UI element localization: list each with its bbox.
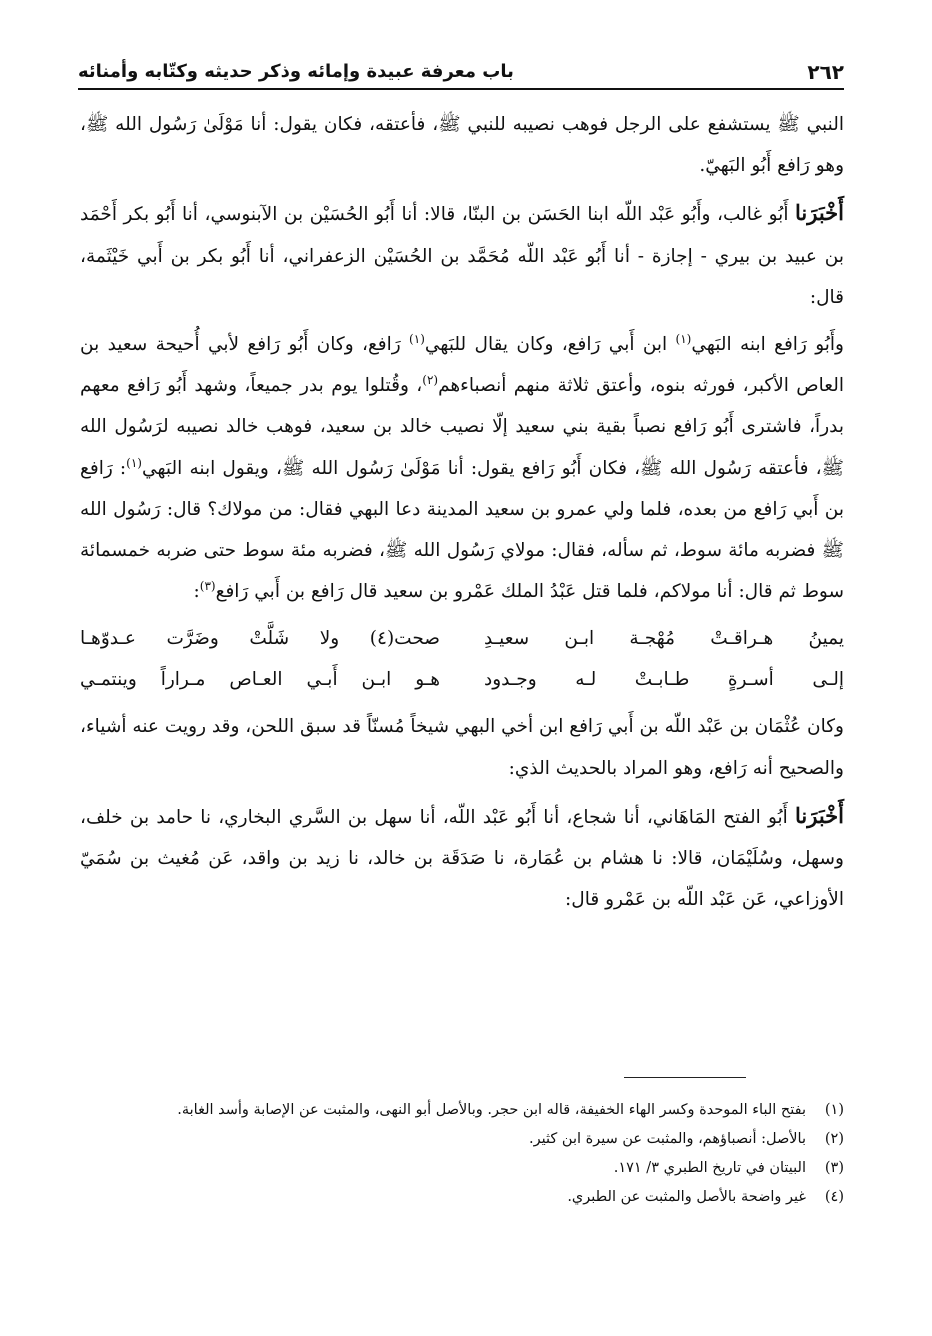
- footnote-ref: (٣): [199, 579, 216, 594]
- footnote-number: (٢): [824, 1131, 844, 1147]
- footnote-text: بفتح الباء الموحدة وكسر الهاء الخفيفة، قاله ابن حجر. وبالأصل أبو النهى، والمثبت عن الإصابة وأسد الغابة.: [177, 1102, 806, 1118]
- paragraph-1: النبي ﷺ يستشفع على الرجل فوهب نصيبه للنبي ﷺ، فأعتقه، فكان يقول: أنا مَوْلَىٰ رَسُول الله ﷺ، وهو رَافع أَبُو البَهيّ.: [80, 114, 844, 177]
- poem-verse-1: [80, 618, 844, 659]
- paragraph-3-segment: : رَافع بن أَبي رَافع من بعده، فلما ولي عمرو بن سعيد المدينة دعا البهي فقال: من مولاك؟ قال: رَسُول الله ﷺ فضربه مائة سوط، ثم سأله، فقال: مولاي رَسُول الله ﷺ، فضربه مئة سوط حتى ضربه خمسمائة سوط ثم قال: أنا مولاكم، فلما قتل عَبْدُ الملك عَمْرو بن سعيد قال رَافع بن أَبي رَافع: [80, 457, 844, 603]
- footnote-number: (١): [824, 1102, 844, 1118]
- footnote-text: البيتان في تاريخ الطبري ٣/ ١٧١.: [613, 1160, 806, 1176]
- footnote-number: (٤): [824, 1189, 844, 1205]
- running-header: [78, 44, 844, 84]
- footnote-text: بالأصل: أنصباؤهم، والمثبت عن سيرة ابن كثير.: [529, 1131, 806, 1147]
- main-text: [80, 104, 844, 926]
- footnote-ref: (١): [409, 331, 425, 346]
- footnote-item: [80, 1125, 844, 1154]
- chapter-title: باب معرفة عبيدة وإمائه وذكر حديثه وكتّابه وأمنائه: [78, 61, 514, 82]
- paragraph-5-text: أَبُو الفتح المَاهَاني، أنا شجاع، أنا أَبُو عَبْد اللّه، أنا سهل بن السَّري البخاري، نا حامد بن خلف، وسهل، وسُلَيْمَان، قالا: نا هشام بن عُمَارة، نا صَدَقَة بن خالد، نا زيد بن واقد، عَن مُغيث بن سُمَيّ الأوزاعي، عَن عَبْد اللّه بن عَمْرو قال:: [80, 806, 844, 911]
- hemistich-right: إلـى أسـرةٍ طـابـتْ لـه وجـدود: [484, 669, 844, 691]
- paragraph-2-text: أَبُو غالب، وأَبُو عَبْد اللّه ابنا الحَسَن بن البنّا، قالا: أنا أَبُو الحُسَيْن بن الآبنوسي، أنا أَبُو بكر أَحْمَد بن عبيد بن بيري - إجازة - أنا أَبُو عَبْد اللّه مُحَمَّد بن الحُسَيْن الزعفراني، أنا أَبُو بكر بن أَبي خَيْثَمة، قال:: [80, 204, 844, 308]
- paragraph-5: [80, 795, 844, 921]
- footnote-item: [80, 1154, 844, 1183]
- paragraph-4: وكان عُثْمَان بن عَبْد اللّه بن أَبي رَافع ابن أخي البهي شيخاً مُسنّاً قد سبق اللحن، وقد رويت عنه أشياء، والصحيح أنه رَافع، وهو المراد بالحديث الذي:: [80, 716, 844, 779]
- paragraph-2: [80, 192, 844, 318]
- poem-verse-2: [80, 659, 844, 700]
- footnotes: [80, 1096, 844, 1212]
- hemistich-left: صحت(٤) ولا شَلَّتْ وضَرَّت عـدوّهـا: [80, 628, 440, 650]
- page-number: ٢٦٢: [807, 60, 844, 84]
- akhbarana-keyword: أَخْبَرَنا: [795, 200, 844, 226]
- hemistich-right: يمينُ هـراقـتْ مُهْجـة ابـن سعيـدِ: [484, 628, 844, 650]
- paragraph-3-segment: :: [193, 581, 200, 603]
- footnote-ref: (١): [126, 455, 142, 470]
- paragraph-3: [80, 324, 844, 612]
- footnote-ref: (١): [675, 331, 692, 346]
- footnote-ref: (٢): [422, 373, 439, 388]
- footnote-item: [80, 1096, 844, 1125]
- header-divider: [78, 88, 844, 90]
- footnote-item: [80, 1183, 844, 1212]
- paragraph-3-segment: وأَبُو رَافع ابنه البَهي: [691, 334, 844, 356]
- footnote-divider: [624, 1077, 746, 1078]
- paragraph-3-segment: ابن أَبي رَافع، وكان يقال للبَهي: [424, 334, 676, 356]
- hemistich-left: هـو ابـن أَبـي العـاص مـراراً وينتمـي: [80, 669, 440, 691]
- footnote-number: (٣): [824, 1160, 844, 1176]
- akhbarana-keyword: أَخْبَرَنا: [795, 802, 844, 828]
- paragraph-3-segment: ، وقُتلوا يوم بدر جميعاً، وشهد أَبُو رَافع معهم بدراً، فاشترى أَبُو رَافع نصباً بقية بني سعيد إلّا نصيب خالد بن سعيد، فوهب خالد نصيبه لرَسُول الله ﷺ، فأعتقه رَسُول الله ﷺ، فكان أَبُو رَافع يقول: أنا مَوْلَىٰ رَسُول الله ﷺ، ويقول ابنه البَهي: [80, 375, 844, 479]
- poem: [80, 618, 844, 700]
- paragraph-3-segment: رَافع، وكان أَبُو رَافع لأبي أُحيحة سعيد بن العاص الأكبر، فورثه بنوه، وأعتق ثلاثة منهم أنصباءهم: [80, 334, 844, 397]
- footnote-text: غير واضحة بالأصل والمثبت عن الطبري.: [567, 1189, 806, 1205]
